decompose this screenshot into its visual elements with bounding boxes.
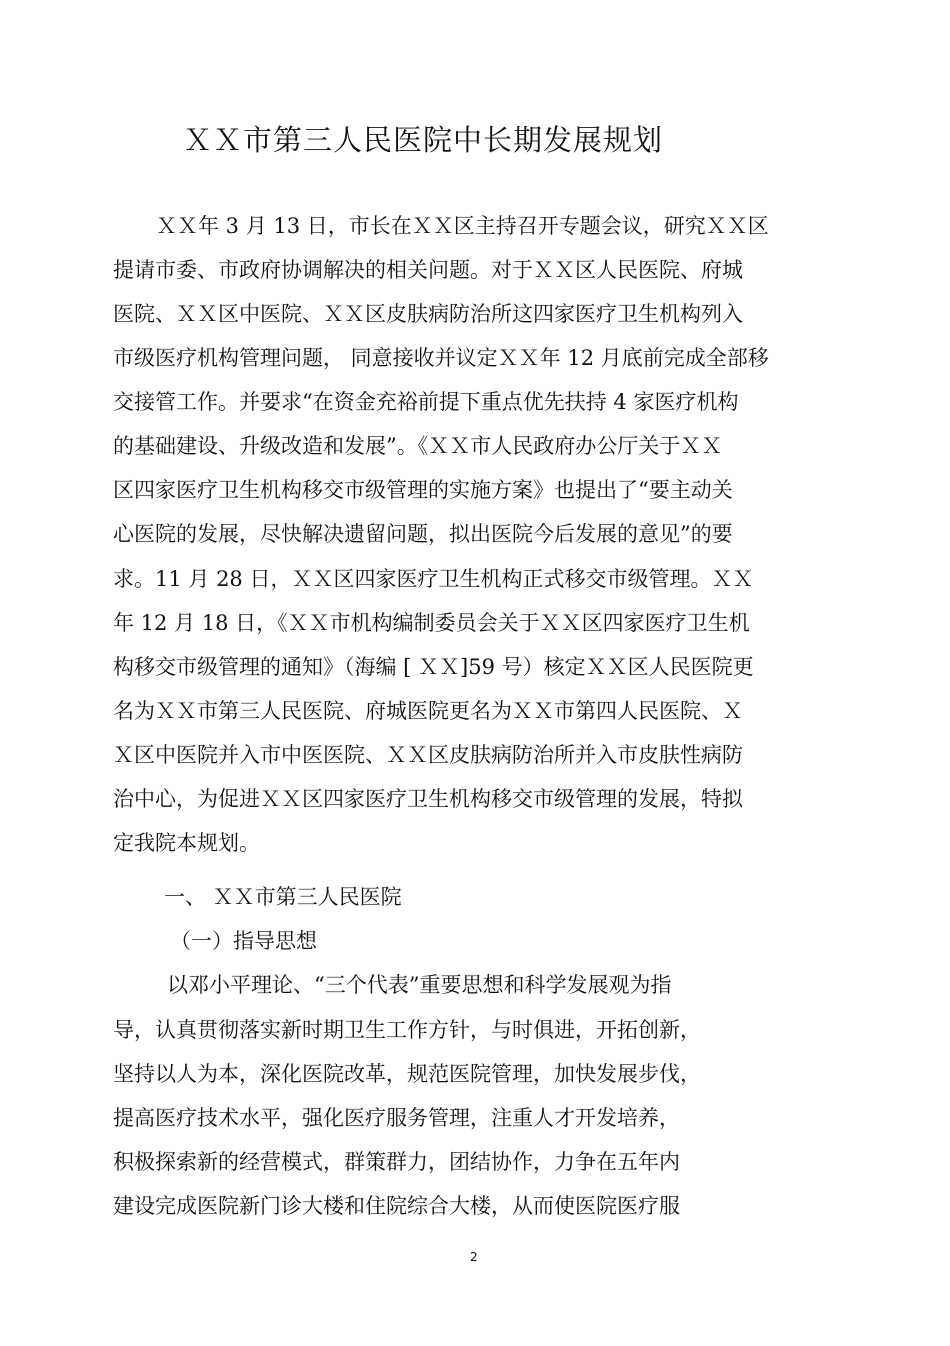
paragraph-line: 交接管工作。并要求“在资金充裕前提下重点优先扶持 4 家医疗机构 [113,390,739,414]
paragraph-line: 心医院的发展，尽快解决遗留问题，拟出医院今后发展的意见”的要 [113,522,733,546]
paragraph-line: 市级医疗机构管理问题， 同意接收并议定ＸＸ年 12 月底前完成全部移 [113,346,769,370]
page-number: 2 [470,1250,478,1264]
paragraph-line: 构移交市级管理的通知》（海编 [ ＸＸ]59 号）核定ＸＸ区人民医院更 [113,655,754,679]
paragraph-line: 积极探索新的经营模式，群策群力，团结协作，力争在五年内 [113,1150,680,1174]
paragraph-line: Ｘ区中医院并入市中医医院、ＸＸ区皮肤病防治所并入市皮肤性病防 [113,743,743,767]
paragraph-line: 区四家医疗卫生机构移交市级管理的实施方案》也提出了“要主动关 [113,478,733,502]
paragraph-line: 提高医疗技术水平，强化医疗服务管理，注重人才开发培养， [113,1106,680,1130]
paragraph-line: ＸＸ年 3 月 13 日，市长在ＸＸ区主持召开专题会议，研究ＸＸ区 [156,214,769,238]
paragraph-line: 医院、ＸＸ区中医院、ＸＸ区皮肤病防治所这四家医疗卫生机构列入 [113,302,743,326]
paragraph-line: 的基础建设、升级改造和发展”。《ＸＸ市人民政府办公厅关于ＸＸ [113,434,723,458]
paragraph-line: 建设完成医院新门诊大楼和住院综合大楼，从而使医院医疗服 [113,1194,680,1218]
subsection-heading: （一）指导思想 [170,929,317,953]
paragraph-line: 年 12 月 18 日，《ＸＸ市机构编制委员会关于ＸＸ区四家医疗卫生机 [113,611,750,635]
paragraph-line: 坚持以人为本，深化医院改革，规范医院管理，加快发展步伐， [113,1062,701,1086]
paragraph-line: 提请市委、市政府协调解决的相关问题。对于ＸＸ区人民医院、府城 [113,258,743,282]
paragraph-line: 以邓小平理论、“三个代表”重要思想和科学发展观为指 [167,973,672,997]
paragraph-line: 导，认真贯彻落实新时期卫生工作方针，与时俱进，开拓创新， [113,1018,701,1042]
paragraph-line: 求。11 月 28 日，ＸＸ区四家医疗卫生机构正式移交市级管理。ＸＸ [113,567,754,591]
paragraph-line: 定我院本规划。 [113,831,260,855]
paragraph-line: 名为ＸＸ市第三人民医院、府城医院更名为ＸＸ市第四人民医院、Ｘ [113,699,743,723]
section-heading: 一、 ＸＸ市第三人民医院 [164,885,402,909]
document-title: ＸＸ市第三人民医院中长期发展规划 [183,123,664,157]
paragraph-line: 治中心，为促进ＸＸ区四家医疗卫生机构移交市级管理的发展，特拟 [113,787,743,811]
